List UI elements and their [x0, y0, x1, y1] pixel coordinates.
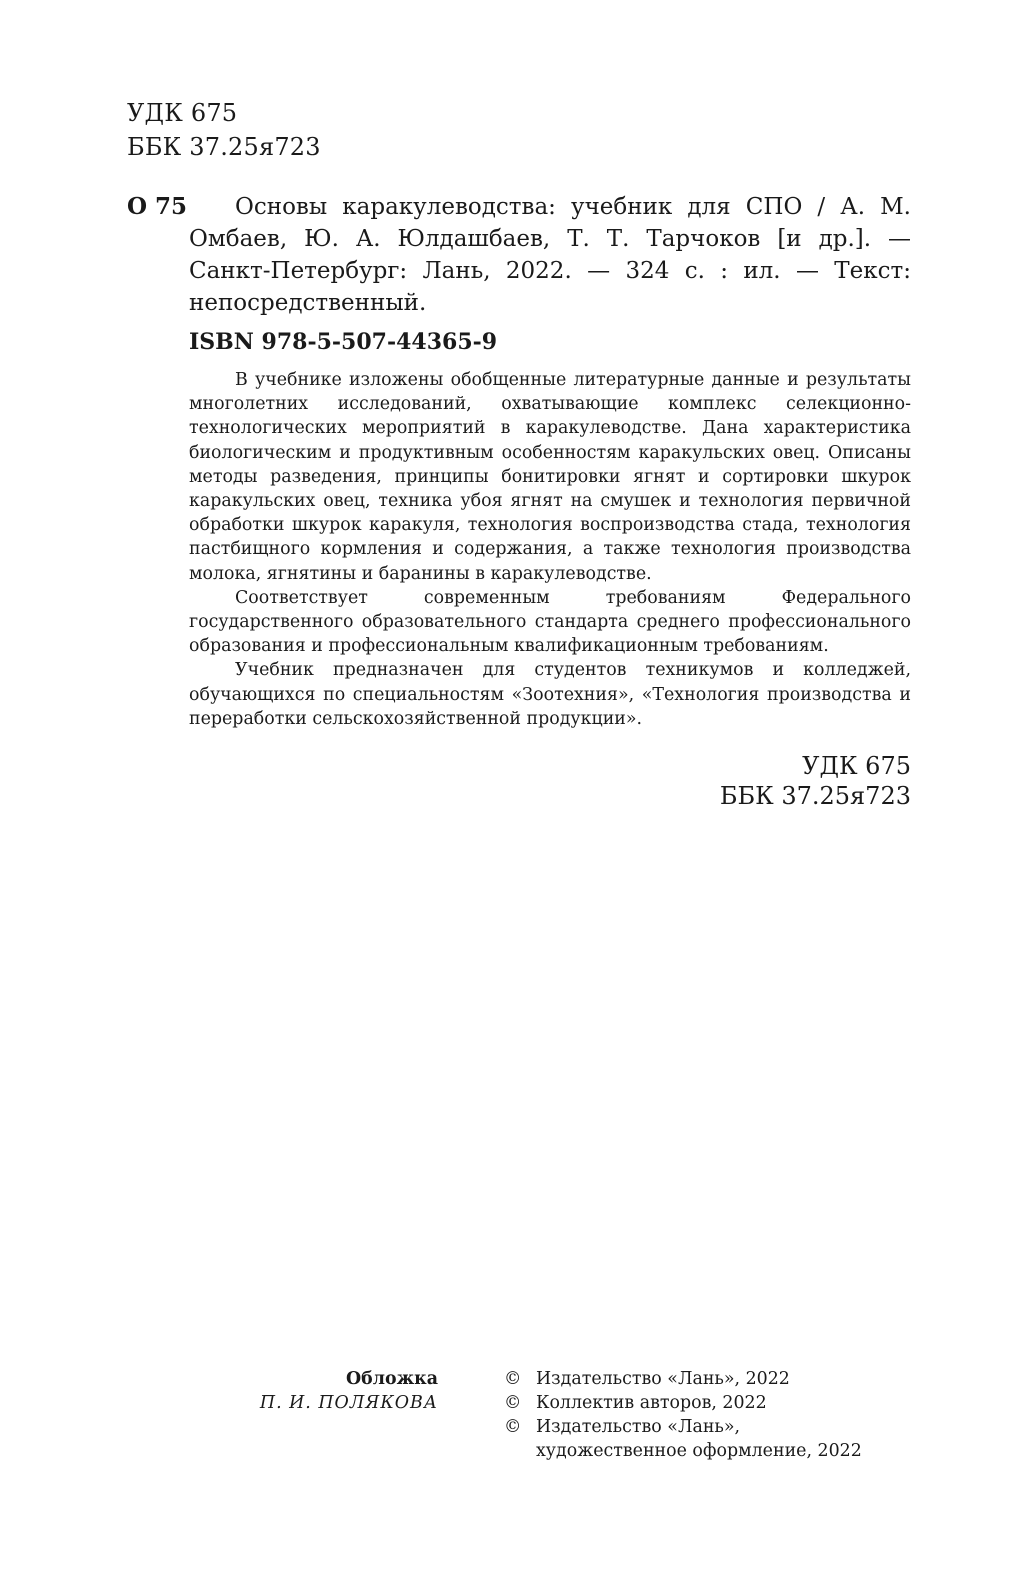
- copyright-text-continued: художественное оформление, 2022: [536, 1441, 862, 1461]
- bbk-code-bottom: ББК 37.25я723: [719, 782, 911, 810]
- bibliographic-text: Основы каракулеводства: учебник для СПО / А. М. Омбаев, Ю. А. Юлдашбаев, Т. Т. Тарчоков [и др.]. — Санкт-Петербург: Лань, 2022. — 324 с. : ил. — Текст: непосредственный.: [189, 194, 911, 316]
- isbn: ISBN 978-5-507-44365-9: [189, 329, 498, 355]
- bbk-code: ББК 37.25я723: [127, 133, 321, 161]
- copyright-text: Издательство «Лань»,: [536, 1417, 741, 1437]
- udk-code: УДК 675: [127, 99, 238, 127]
- copyright-text: Коллектив авторов, 2022: [536, 1393, 767, 1413]
- copyright-item: [504, 1367, 924, 1391]
- copyright-sign: ©: [504, 1393, 522, 1413]
- cover-credit: [150, 1367, 438, 1415]
- annotation-paragraph: Учебник предназначен для студентов техникумов и колледжей, обучающихся по специальностям «Зоотехния», «Технология производства и переработки сельскохозяйственной продукции».: [189, 660, 911, 729]
- author-mark: О 75: [127, 193, 188, 220]
- annotation-paragraph: В учебнике изложены обобщенные литературные данные и результаты многолетних исследований, охватывающие комплекс селекционно-технологических мероприятий в каракулеводстве. Дана характеристика биологическим и продуктивным особенностям каракульских овец. Описаны методы разведения, принципы бонитировки ягнят и сортировки шкурок каракульских овец, техника убоя ягнят на смушек и технология первичной обработки шкурок каракуля, технология воспроизводства стада, технология пастбищного кормления и содержания, а также технология производства молока, ягнятины и баранины в каракулеводстве.: [189, 370, 911, 584]
- bibliographic-description: [189, 191, 911, 319]
- copyright-sign: ©: [504, 1369, 522, 1389]
- copyright-text-block: [536, 1415, 862, 1463]
- udk-code-bottom: УДК 675: [802, 752, 911, 780]
- annotation-paragraph: Соответствует современным требованиям Федерального государственного образовательного стандарта среднего профессионального образования и профессиональным квалификационным требованиям.: [189, 587, 911, 657]
- annotation: [189, 368, 911, 731]
- copyright-item: [504, 1415, 924, 1463]
- copyright-text: Издательство «Лань», 2022: [536, 1369, 790, 1389]
- cover-label: Обложка: [346, 1369, 438, 1389]
- copyright-item: [504, 1391, 924, 1415]
- copyright-list: [504, 1367, 924, 1463]
- copyright-sign: ©: [504, 1417, 522, 1437]
- classification-footer: [720, 751, 911, 811]
- cover-designer: П. И. ПОЛЯКОВА: [259, 1393, 438, 1413]
- classification-header: [127, 96, 321, 164]
